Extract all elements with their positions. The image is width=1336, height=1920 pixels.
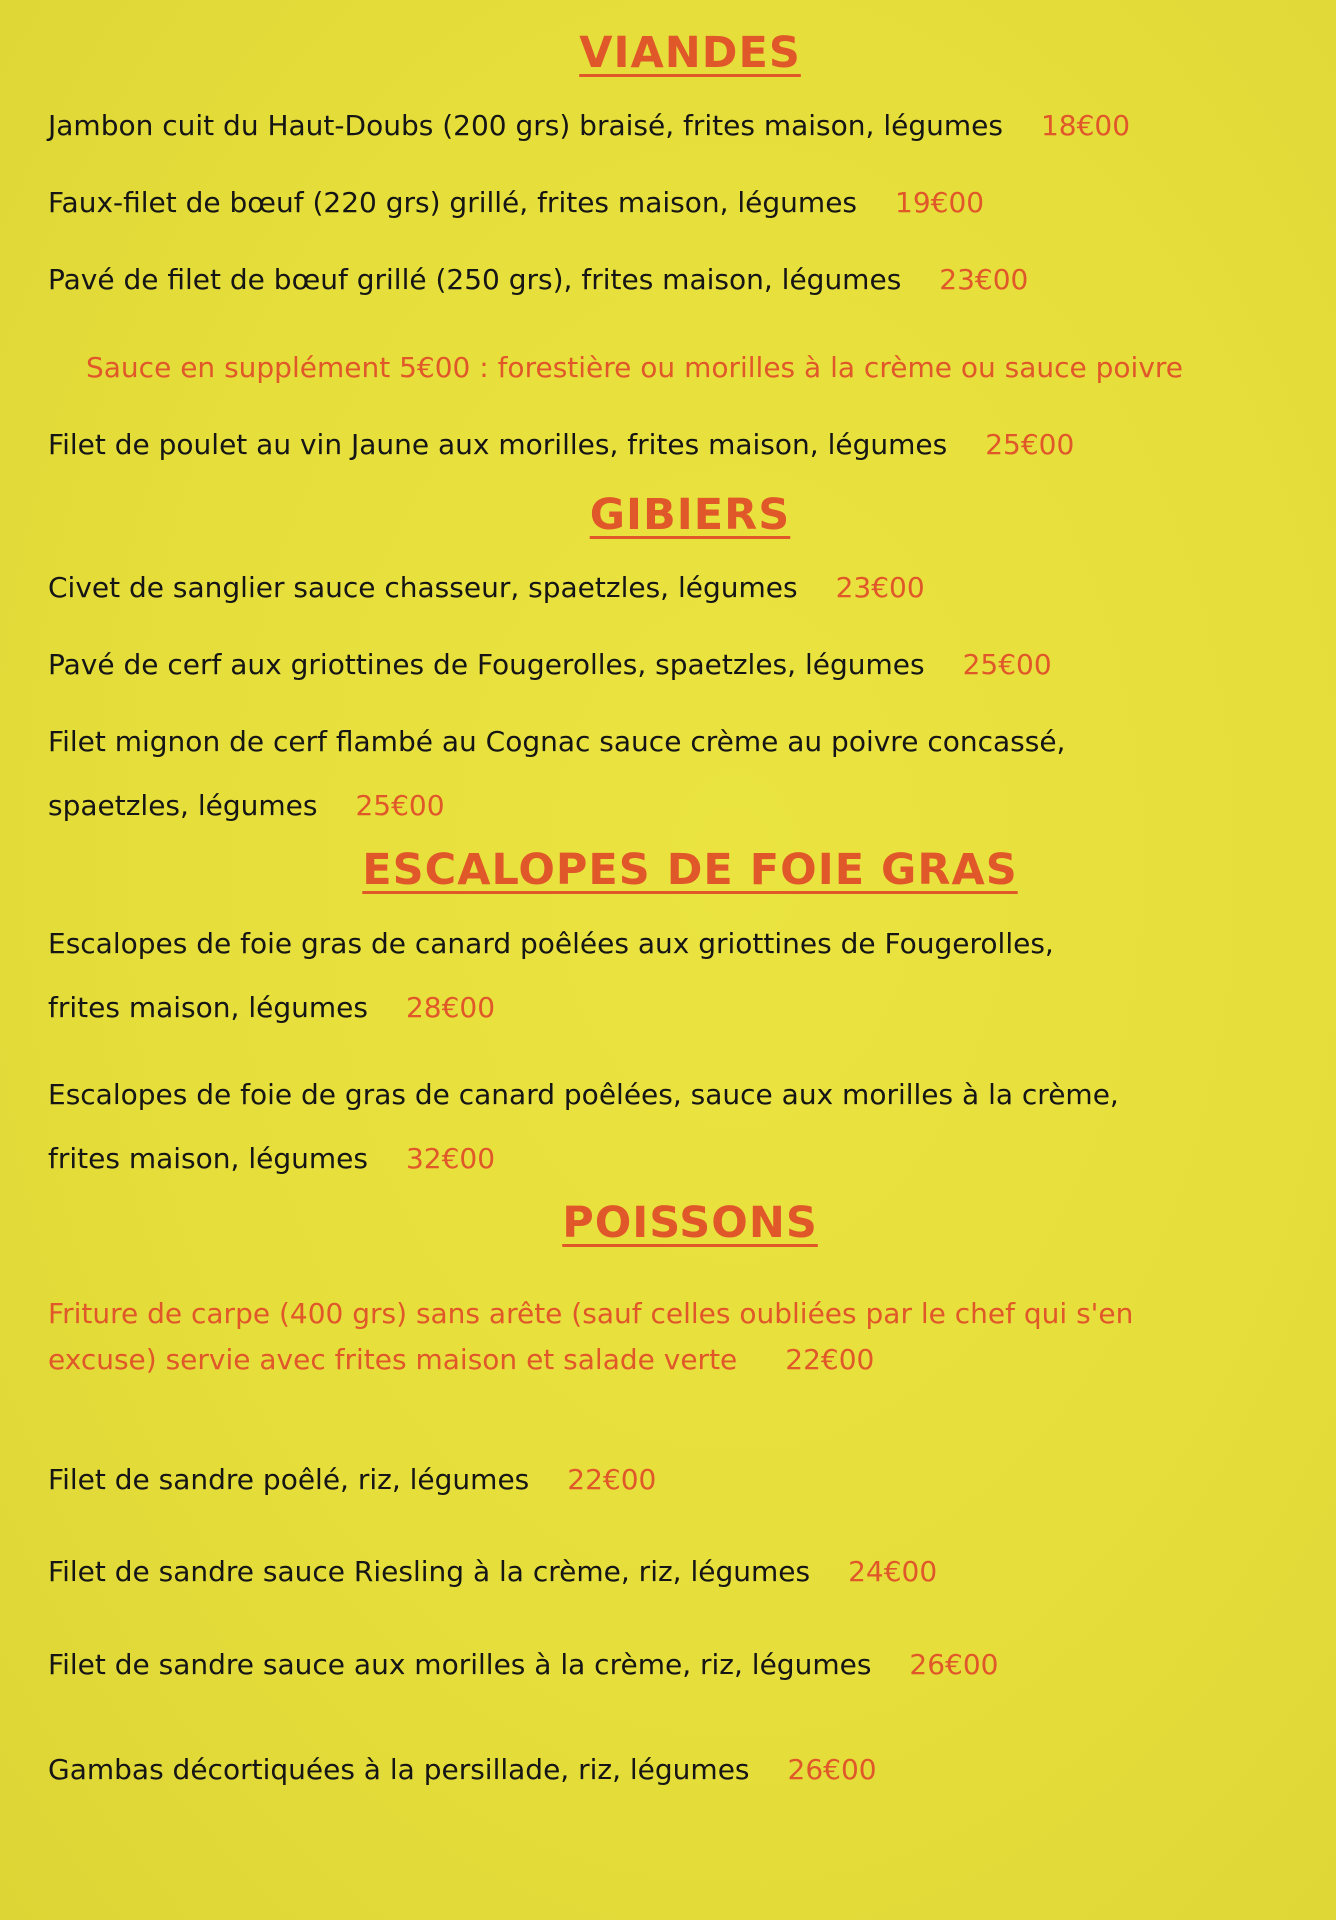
menu-item-label: Filet de sandre sauce Riesling à la crème, riz, légumes (48, 1555, 811, 1588)
menu-item (48, 427, 1074, 463)
menu-item (48, 262, 1028, 298)
menu-item-label: Filet de poulet au vin Jaune aux morilles, frites maison, légumes (48, 428, 948, 461)
menu-item-label: Pavé de filet de bœuf grillé (250 grs), frites maison, légumes (48, 263, 902, 296)
menu-item (48, 570, 925, 606)
menu-item-price: 23€00 (939, 263, 1029, 296)
menu-item-label: Pavé de cerf aux griottines de Fougerolles, spaetzles, légumes (48, 648, 925, 681)
menu-item-price: 24€00 (848, 1555, 938, 1588)
menu-item-line: excuse) servie avec frites maison et salade verte (48, 1343, 738, 1376)
menu-item-price: 26€00 (909, 1648, 999, 1681)
menu-item (48, 788, 445, 824)
section-title-gibiers: GIBIERS (589, 490, 791, 540)
menu-item-label: spaetzles, légumes (48, 789, 318, 822)
menu-item-price: 23€00 (835, 571, 925, 604)
menu-item-label: frites maison, légumes (48, 1142, 368, 1175)
section-title-viandes: VIANDES (579, 28, 801, 78)
section-title-poissons: POISSONS (562, 1198, 818, 1248)
menu-item-price: 18€00 (1040, 109, 1131, 142)
menu-item-label: frites maison, légumes (48, 991, 368, 1024)
sauce-supplement-note: Sauce en supplément 5€00 : forestière ou morilles à la crème ou sauce poivre (86, 351, 1184, 384)
menu-item-label: Jambon cuit du Haut-Doubs (200 grs) braisé, frites maison, légumes (48, 109, 1003, 142)
menu-item (48, 1647, 998, 1683)
menu-item-line: Escalopes de foie de gras de canard poêlées, sauce aux morilles à la crème, (48, 1078, 1119, 1111)
menu-item (48, 185, 984, 221)
menu-item (48, 990, 495, 1026)
menu-item-price: 26€00 (787, 1753, 877, 1786)
menu-item-label: Filet de sandre sauce aux morilles à la crème, riz, légumes (48, 1648, 872, 1681)
menu-item (48, 108, 1130, 144)
menu-item-price: 19€00 (895, 186, 985, 219)
menu-item-price: 25€00 (985, 428, 1075, 461)
menu-item (48, 647, 1052, 683)
menu-item-label: Filet de sandre poêlé, riz, légumes (48, 1463, 530, 1496)
menu-item-label: Faux-filet de bœuf (220 grs) grillé, frites maison, légumes (48, 186, 858, 219)
section-title-foie-gras: ESCALOPES DE FOIE GRAS (362, 845, 1018, 895)
menu-item-price: 32€00 (405, 1142, 496, 1175)
menu-item (48, 1462, 656, 1498)
menu-item-line: Friture de carpe (400 grs) sans arête (sauf celles oubliées par le chef qui s'en (48, 1297, 1134, 1330)
menu-item (48, 1554, 937, 1590)
menu-item-price: 25€00 (355, 789, 445, 822)
menu-item-price: 22€00 (567, 1463, 657, 1496)
menu-item-line: Filet mignon de cerf flambé au Cognac sauce crème au poivre concassé, (48, 725, 1066, 758)
menu-item-price: 22€00 (785, 1343, 875, 1376)
menu-item-special (48, 1291, 1308, 1383)
menu-item-price: 28€00 (405, 991, 496, 1024)
menu-item-line: Escalopes de foie gras de canard poêlées aux griottines de Fougerolles, (48, 927, 1054, 960)
menu-item (48, 1141, 495, 1177)
menu-item (48, 1752, 877, 1788)
menu-item-price: 25€00 (962, 648, 1052, 681)
menu-item-label: Civet de sanglier sauce chasseur, spaetzles, légumes (48, 571, 798, 604)
menu-item-label: Gambas décortiquées à la persillade, riz, légumes (48, 1753, 750, 1786)
